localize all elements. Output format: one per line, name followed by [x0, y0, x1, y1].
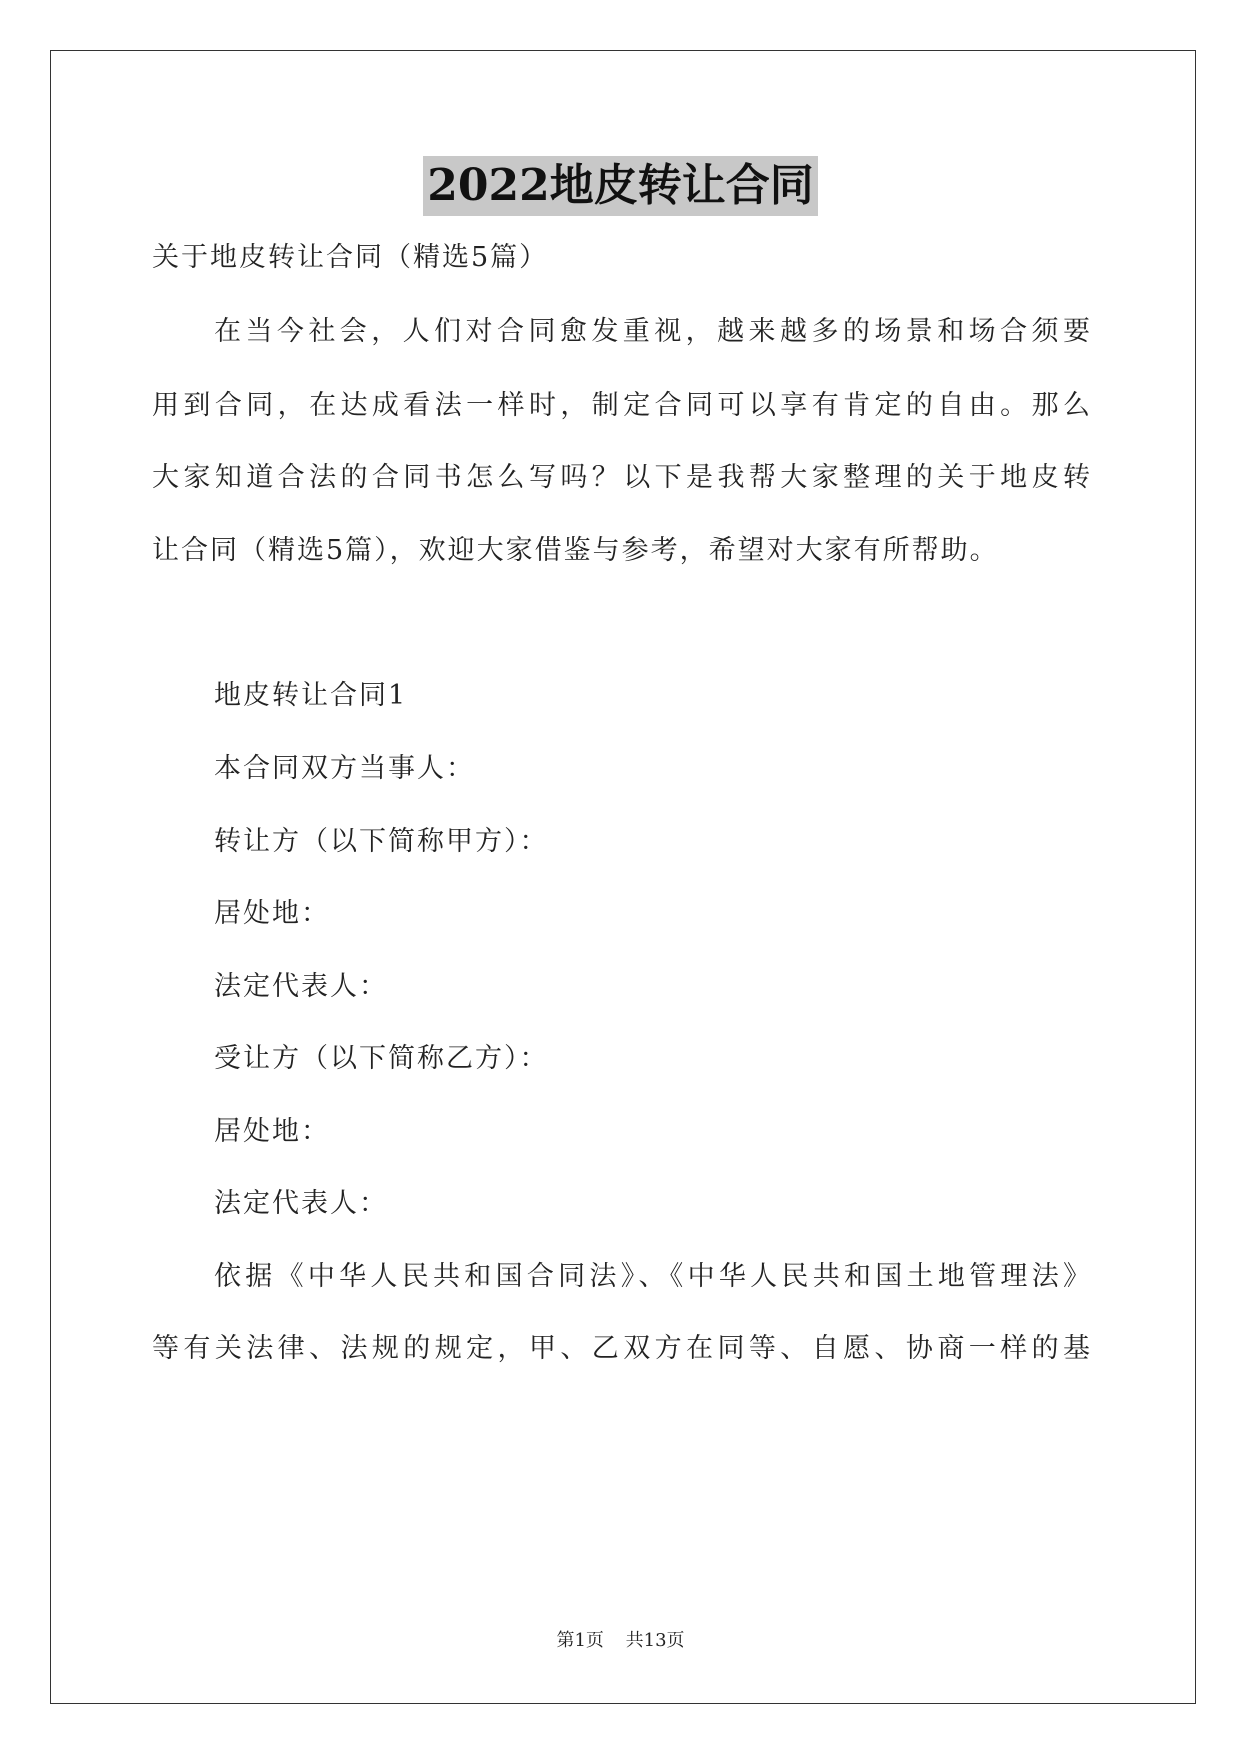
page-border: [50, 50, 1196, 1704]
page-footer: [0, 1628, 1241, 1654]
document-subtitle: 关于地皮转让合同（精选5篇）: [152, 242, 549, 273]
basis-line-1: 依据《中华人民共和国合同法》、《中华人民共和国土地管理法》: [214, 1261, 1092, 1292]
document-title: 2022地皮转让合同: [423, 156, 817, 216]
intro-line-4: 让合同（精选5篇），欢迎大家借鉴与参考，希望对大家有所帮助。: [152, 535, 999, 566]
basis-line-2: 等有关法律、法规的规定，甲、乙双方在同等、自愿、协商一样的基: [152, 1333, 1092, 1364]
field-transferee-address: 居处地：: [214, 1116, 330, 1147]
field-transferee: 受让方（以下简称乙方）：: [214, 1043, 549, 1074]
intro-line-1: 在当今社会，人们对合同愈发重视，越来越多的场景和场合须要: [214, 316, 1092, 347]
field-transferee-representative: 法定代表人：: [214, 1188, 388, 1219]
current-page-number: 第1页: [556, 1630, 604, 1651]
title-container: [0, 156, 1241, 216]
field-parties: 本合同双方当事人：: [214, 753, 475, 784]
section-heading: 地皮转让合同1: [214, 680, 408, 711]
field-transferor-representative: 法定代表人：: [214, 971, 388, 1002]
intro-line-2: 用到合同，在达成看法一样时，制定合同可以享有肯定的自由。那么: [152, 390, 1092, 421]
intro-line-3: 大家知道合法的合同书怎么写吗？以下是我帮大家整理的关于地皮转: [152, 462, 1092, 493]
field-transferor-address: 居处地：: [214, 898, 330, 929]
field-transferor: 转让方（以下简称甲方）：: [214, 826, 549, 857]
total-page-count: 共13页: [625, 1630, 685, 1651]
